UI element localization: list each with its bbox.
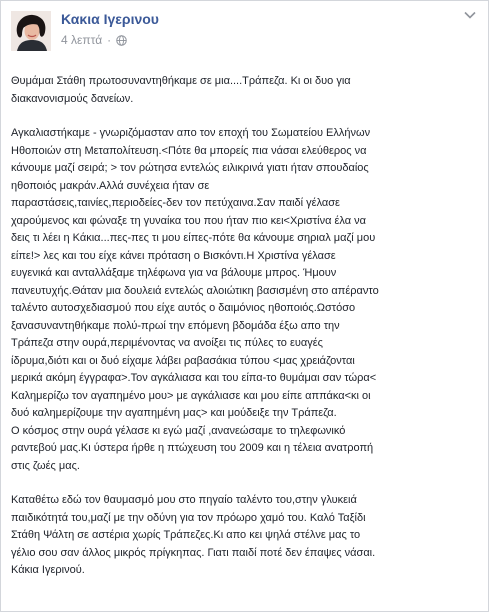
post-line: Κάκια Ιγερινού. — [11, 564, 85, 576]
post-meta — [61, 33, 127, 47]
post-line: Θυμάμαι Στάθη πρωτοσυναντηθήκαμε σε μια....Τράπεζα. Κι οι δυο για — [11, 75, 351, 87]
post-timestamp[interactable]: 4 λεπτά — [61, 33, 103, 47]
post-line: ηθοποιός μακράν.Αλλά συνέχεια ήταν σε — [11, 179, 210, 192]
post-body — [11, 73, 481, 597]
post-line: μερικά ακόμη έγγραφα>.Τον αγκάλιασα και του είπα-το θυμάμαι σαν τώρα< — [11, 372, 377, 384]
post-line: Καλημερίζω τον αγαπημένο μου> με αγκάλιασε και μου είπε αππάκα<κι οι — [11, 389, 371, 402]
author-name[interactable]: Κακια Ιγερινου — [61, 11, 159, 27]
globe-icon[interactable] — [116, 35, 127, 46]
post-line: δυό καλημερίζουμε την αγαπημένη μας> και μούδειξε την Τράπεζα. — [11, 407, 337, 419]
post-line: Ηθοποιών στη Μεταπολίτευση.<Πότε θα μπορείς πια νάσαι ελεύθερος να — [11, 144, 367, 157]
post-line: ξανασυναντηθήκαμε πολύ-πρωί την επόμενη βδομάδα έξω απο την — [11, 319, 340, 332]
post-line: παιδικότητά του,μαζί με την οδύνη για τον πρόωρο χαμό του. Καλό Ταξίδι — [11, 511, 366, 524]
post-paragraph-3 — [11, 492, 481, 580]
post-line: Αγκαλιαστήκαμε - γνωριζόμασταν απο τον εποχή του Σωματείου Ελλήνων — [11, 127, 371, 139]
post-line: γέλιο σου σαν άλλος μικρός πρίγκηπας. Γιατι παιδί ποτέ δεν έπαψες νάσαι. — [11, 546, 376, 559]
post-paragraph-2 — [11, 125, 481, 475]
post-line: παραστάσεις,ταινίες,περιοδείες-δεν τον πετύχαινα.Σαν παιδί γέλασε — [11, 197, 340, 209]
author-avatar[interactable] — [11, 11, 51, 51]
meta-separator: · — [107, 33, 112, 47]
post-line: Στάθη Ψάλτη σε αστέρια χωρίς Τράπεζες.Κι απο κει ψηλά στέλνε μας το — [11, 529, 361, 541]
post-line: ίδρυμα,διότι και οι δυό είχαμε λάβει ραβασάκια τύπου <μας χρειάζονται — [11, 354, 355, 367]
post-line: είπε!> λες και του είχε κάνει πρόταση ο Βισκόντι.Η Χριστίνα γέλασε — [11, 249, 336, 262]
post-line: πανευτυχής.Θάταν μια δουλειά εντελώς αλοιώτικη βασισμένη στο απέραντο — [11, 284, 379, 297]
avatar-photo — [11, 11, 51, 51]
post-line: Ο κόσμος στην ουρά γέλασε κι εγώ μαζί ,ανανεώσαμε το τηλεφωνικό — [11, 424, 346, 437]
post-line: ευγενικά και ανταλλάξαμε τηλέφωνα για να βάλουμε μπρος. Ήμουν — [11, 267, 337, 279]
post-line: κάνουμε μαζί σειρά; > τον ρώτησα εντελώς ειλικρινά γιατι ήταν σπουδαίος — [11, 162, 369, 174]
post-line: χαρούμενος και φώναξε τη γυναίκα του που ήταν πιο κει<Χριστίνα έλα να — [11, 214, 367, 227]
post-paragraph-1 — [11, 73, 481, 108]
post-line: Καταθέτω εδώ τον θαυμασμό μου στο πηγαίο ταλέντο του,στην γλυκειά — [11, 494, 357, 506]
post-line: δεις τι λέει η Κάκια...πες-πες τι μου είπες-πότε θα κάνουμε σηριαλ μαζί μου — [11, 232, 376, 244]
post-line: στις ζωές μας. — [11, 459, 80, 472]
post-line: ραντεβού μας.Κι ύστερα ήρθε η πτώχευση του 2009 και η τέλεια ανατροπή — [11, 442, 374, 454]
post-line: ταλέντο αυτοσχεδιασμού που είχε αυτός ο δαιμόνιος ηθοποιός.Ωστόσο — [11, 302, 356, 314]
post-line: διακανονισμούς δανείων. — [11, 92, 134, 105]
post-line: Τράπεζα στην ουρά,περιμένοντας να ανοίξει τις πύλες το ευαγές — [11, 337, 323, 349]
chevron-down-icon[interactable] — [464, 11, 476, 19]
